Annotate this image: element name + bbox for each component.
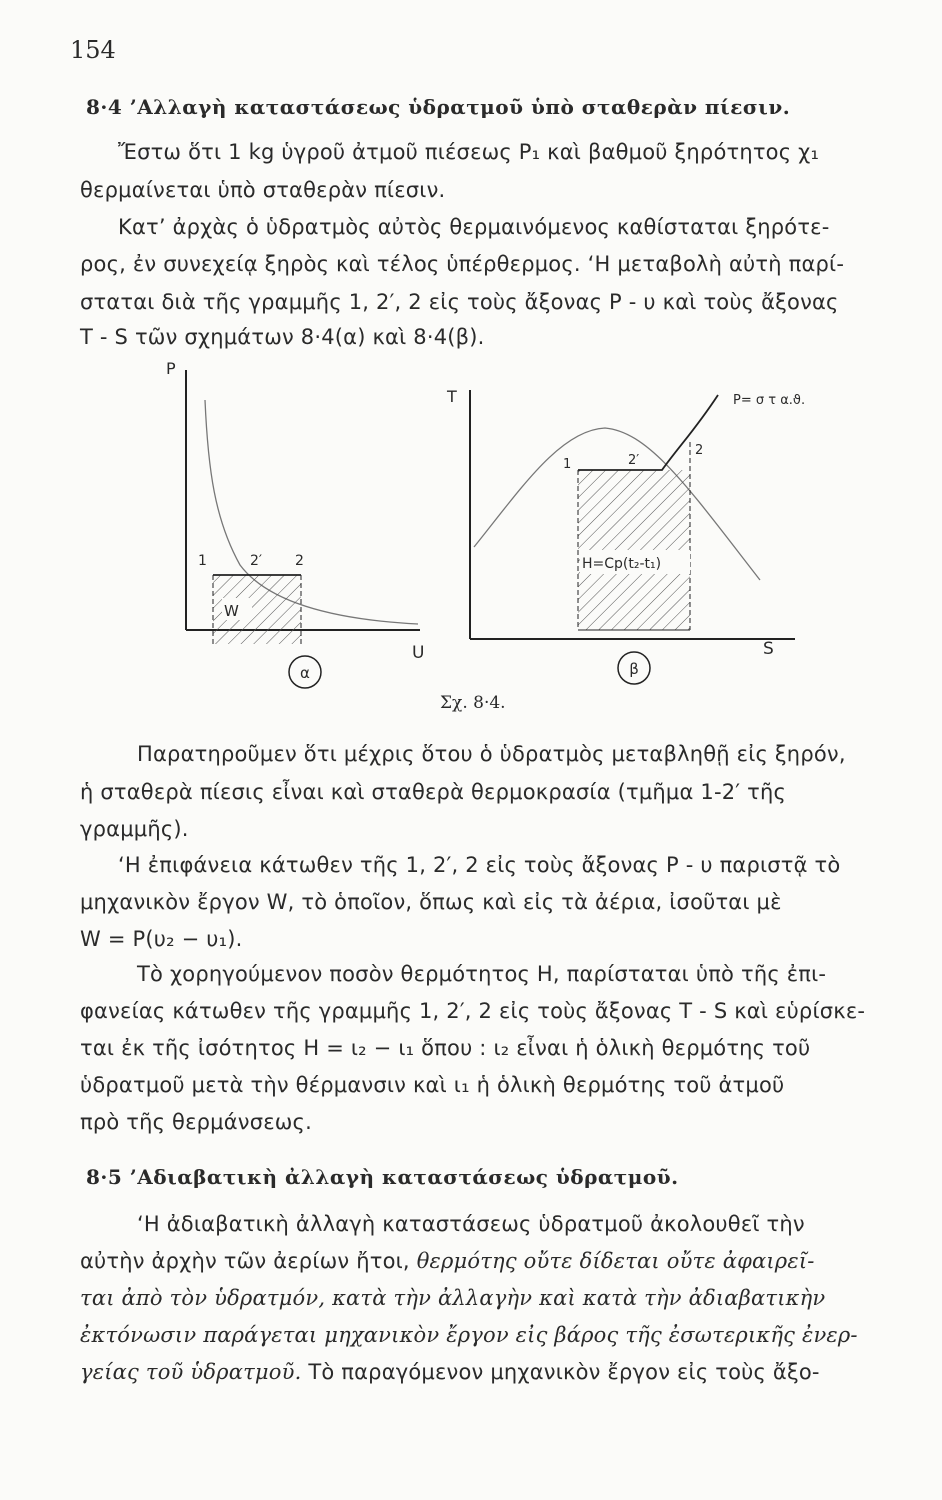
text-line: πρὸ τῆς θερμάνσεως. (80, 1110, 312, 1134)
axis-label-u: U (412, 643, 425, 663)
section-heading-8-5: 8·5 ’Αδιαβατικὴ ἀλλαγὴ καταστάσεως ὑδρατμοῦ. (86, 1165, 679, 1189)
isobar-label: P= σ τ α.ϑ. (733, 393, 806, 408)
text-line (80, 1360, 820, 1384)
diagram-tag-beta: β (629, 660, 639, 678)
axis-label-s: S (763, 639, 774, 659)
text-line-italic: ἐκτόνωσιν παράγεται μηχανικὸν ἔργον εἰς βάρος τῆς ἐσωτερικῆς ἐνερ- (80, 1323, 858, 1347)
area-label-h: H=Cp(t₂-t₁) (582, 556, 662, 572)
text-line: μηχανικὸν ἔργον W, τὸ ὁποῖον, ὅπως καὶ εἰς τὰ ἀέρια, ἰσοῦται μὲ (80, 890, 782, 914)
text-line (80, 1249, 815, 1273)
text-italic: γείας τοῦ ὑδρατμοῦ. (80, 1360, 302, 1384)
section-heading-8-4: 8·4 ’Αλλαγὴ καταστάσεως ὑδρατμοῦ ὑπὸ σταθερὰν πίεσιν. (86, 95, 791, 119)
isobar-curve (578, 395, 718, 470)
point-label-2-prime: 2′ (250, 553, 263, 569)
text-normal: Τὸ παραγόμενον μηχανικὸν ἔργον εἰς τοὺς ἄξο- (301, 1360, 820, 1384)
point-label-1: 1 (198, 553, 207, 569)
text-line: Κατ’ ἀρχὰς ὁ ὑδρατμὸς αὐτὸς θερμαινόμενος καθίσταται ξηρότε- (118, 215, 830, 239)
text-line: γραμμῆς). (80, 817, 189, 841)
text-italic: θερμότης οὔτε δίδεται οὔτε ἀφαιρεῖ- (416, 1249, 815, 1273)
figure-8-4 (0, 350, 942, 725)
axis-label-t: T (447, 387, 457, 406)
diagram-beta (446, 387, 805, 684)
point-label-2: 2 (695, 443, 704, 458)
figure-caption: Σχ. 8·4. (440, 693, 506, 713)
text-line: ρος, ἐν συνεχείᾳ ξηρὸς καὶ τέλος ὑπέρθερμος. ‘Η μεταβολὴ αὐτὴ παρί- (80, 252, 845, 276)
text-line: Παρατηροῦμεν ὅτι μέχρις ὅτου ὁ ὑδρατμὸς μεταβληθῇ εἰς ξηρόν, (137, 742, 846, 766)
point-label-2-prime: 2′ (628, 453, 640, 468)
point-label-2: 2 (295, 553, 304, 569)
text-line: θερμαίνεται ὑπὸ σταθερὰν πίεσιν. (80, 178, 446, 202)
page-number: 154 (70, 36, 116, 64)
text-line: T - S τῶν σχημάτων 8·4(α) καὶ 8·4(β). (80, 325, 485, 349)
text-line: Ἔστω ὅτι 1 kg ὑγροῦ ἀτμοῦ πιέσεως P₁ καὶ βαθμοῦ ξηρότητος χ₁ (118, 140, 820, 164)
point-label-1: 1 (563, 457, 572, 472)
text-line: φανείας κάτωθεν τῆς γραμμῆς 1, 2′, 2 εἰς τοὺς ἄξονας T - S καὶ εὑρίσκε- (80, 999, 866, 1023)
text-normal: αὐτὴν ἀρχὴν τῶν ἀερίων ἤτοι, (80, 1249, 417, 1273)
text-line: σταται διὰ τῆς γραμμῆς 1, 2′, 2 εἰς τοὺς ἄξονας P - υ καὶ τοὺς ἄξονας (80, 290, 839, 314)
text-line: ‘Η ἀδιαβατικὴ ἀλλαγὴ καταστάσεως ὑδρατμοῦ ἀκολουθεῖ τὴν (137, 1212, 805, 1236)
diagram-tag-alpha: α (300, 664, 310, 682)
text-line: ὑδρατμοῦ μετὰ τὴν θέρμανσιν καὶ ι₁ ἡ ὁλικὴ θερμότης τοῦ ἀτμοῦ (80, 1073, 785, 1097)
text-line: ἡ σταθερὰ πίεσις εἶναι καὶ σταθερὰ θερμοκρασία (τμῆμα 1-2′ τῆς (80, 780, 787, 804)
text-line: Τὸ χορηγούμενον ποσὸν θερμότητος H, παρίσταται ὑπὸ τῆς ἐπι- (137, 962, 827, 986)
text-line: ται ἐκ τῆς ἰσότητος H = ι₂ − ι₁ ὅπου : ι₂ εἶναι ἡ ὁλικὴ θερμότης τοῦ (80, 1036, 811, 1060)
text-line-italic: ται ἀπὸ τὸν ὑδρατμόν, κατὰ τὴν ἀλλαγὴν καὶ κατὰ τὴν ἀδιαβατικὴν (80, 1286, 826, 1310)
formula-line: W = P(υ₂ − υ₁). (80, 927, 243, 951)
text-line: ‘Η ἐπιφάνεια κάτωθεν τῆς 1, 2′, 2 εἰς τοὺς ἄξονας P - υ παριστᾷ τὸ (118, 853, 841, 877)
axis-label-p: P (166, 359, 176, 378)
area-label-w: W (224, 602, 239, 620)
diagram-alpha (166, 359, 424, 688)
